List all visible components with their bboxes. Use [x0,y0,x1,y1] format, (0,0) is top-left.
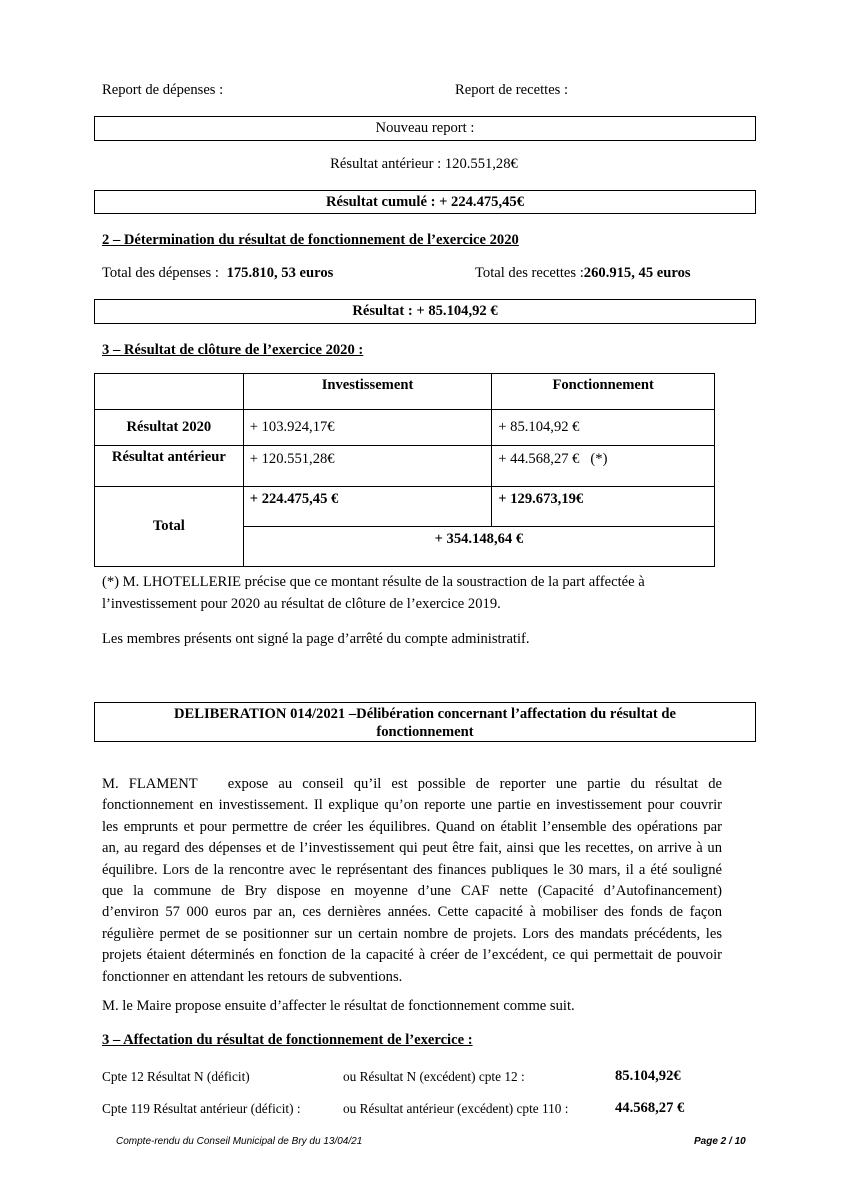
paragraph-line: fonctionnement en investissement. Il explique qu’on reporte une partie en investissement pour couvrir [102,797,722,814]
paragraph-line: an, au regard des dépenses et de l’investissement qui peut être fait, ainsi que les recettes, on arrive à un [102,840,722,857]
total-recettes-value: 260.915, 45 euros [583,265,691,281]
deliberation-paragraph [102,774,722,988]
cell-fonctionnement-2020: + 85.104,92 € [492,410,715,446]
row-label-total: Total [95,487,244,567]
paragraph-line: les emprunts et pour permettre de créer les équilibres. Quand on établit l’ensemble des opérations par [102,818,722,835]
affectation-row-2-middle: ou Résultat antérieur (excédent) cpte 110 : [343,1101,569,1116]
deliberation-title-box [94,702,756,742]
paragraph-line: M. FLAMENT expose au conseil qu’il est possible de reporter une partie du résultat de [102,776,722,792]
nouveau-report-box [94,116,756,141]
affectation-row-2-value: 44.568,27 € [615,1100,685,1116]
affectation-row-1-middle: ou Résultat N (excédent) cpte 12 : [343,1069,525,1084]
col-investissement-header: Investissement [243,374,492,410]
resultat-label: Résultat : + 85.104,92 € [352,303,498,319]
total-recettes [475,265,691,282]
resultat-anterieur-line: Résultat antérieur : 120.551,28€ [330,156,518,172]
total-recettes-label: Total des recettes : [475,265,584,281]
signature-note: Les membres présents ont signé la page d’arrêté du compte administratif. [102,631,530,647]
row-label-resultat-2020: Résultat 2020 [95,410,244,446]
maire-line: M. le Maire propose ensuite d’affecter le résultat de fonctionnement comme suit. [102,998,575,1014]
affectation-heading: 3 – Affectation du résultat de fonctionnement de l’exercice : [102,1032,473,1048]
section3-heading: 3 – Résultat de clôture de l’exercice 2020 : [102,342,364,358]
row-label-resultat-anterieur: Résultat antérieur [95,446,244,487]
report-recettes-label: Report de recettes : [455,82,569,98]
col-fonctionnement-header: Fonctionnement [492,374,715,410]
note-line-2: l’investissement pour 2020 au résultat de clôture de l’exercice 2019. [102,596,501,612]
footer-left: Compte-rendu du Conseil Municipal de Bry du 13/04/21 [116,1136,363,1147]
cell-fonctionnement-anterieur [492,446,715,487]
paragraph-line: fonctionner en attendant les retours de subventions. [102,968,403,985]
total-depenses-value: 175.810, 53 euros [226,265,334,281]
table-corner-cell [95,374,244,410]
resultat-box [94,299,756,324]
paragraph-line: projets étaient déterminés en fonction de la capacité à créer de l’excédent, ce qui permettait de pouvoir [102,947,722,964]
cell-total-investissement: + 224.475,45 € [243,487,492,527]
total-depenses [102,265,333,282]
paragraph-line: régulière permet de se positionner sur un certain nombre de projets. Lors des mandats précédents, les [102,925,722,942]
report-depenses-label: Report de dépenses : [102,82,224,98]
section2-heading: 2 – Détermination du résultat de fonctionnement de l’exercice 2020 [102,232,519,248]
nouveau-report-label: Nouveau report : [375,120,475,136]
cell-investissement-2020: + 103.924,17€ [243,410,492,446]
cell-fonctionnement-anterieur-text: + 44.568,27 € (*) [498,451,608,467]
footer-page-number: Page 2 / 10 [694,1136,746,1147]
paragraph-line: d’environ 57 000 euros par an, ces dernières années. Cette capacité à mobiliser des fonds de façon [102,904,722,921]
affectation-row-2-left: Cpte 119 Résultat antérieur (déficit) : [102,1101,301,1116]
note-line-1: (*) M. LHOTELLERIE précise que ce montant résulte de la soustraction de la part affectée à [102,574,645,590]
cell-grand-total: + 354.148,64 € [243,527,714,567]
resultat-cumule-box [94,190,756,214]
affectation-row-1-value: 85.104,92€ [615,1068,681,1084]
deliberation-title-line-2: fonctionnement [376,724,474,740]
cell-investissement-anterieur: + 120.551,28€ [243,446,492,487]
affectation-row-1-left: Cpte 12 Résultat N (déficit) [102,1069,250,1084]
deliberation-title-line-1: DELIBERATION 014/2021 –Délibération concernant l’affectation du résultat de [174,706,676,722]
cell-total-fonctionnement: + 129.673,19€ [492,487,715,527]
total-depenses-label: Total des dépenses : [102,265,223,281]
paragraph-line: équilibre. Lors de la rencontre avec le représentant des finances publiques le 30 mars, il a été souligné [102,861,722,878]
paragraph-line: que la commune de Bry dispose en moyenne d’une CAF nette (Capacité d’Autofinancement) [102,883,722,900]
cloture-table [94,373,715,567]
resultat-cumule-label: Résultat cumulé : + 224.475,45€ [325,194,525,210]
